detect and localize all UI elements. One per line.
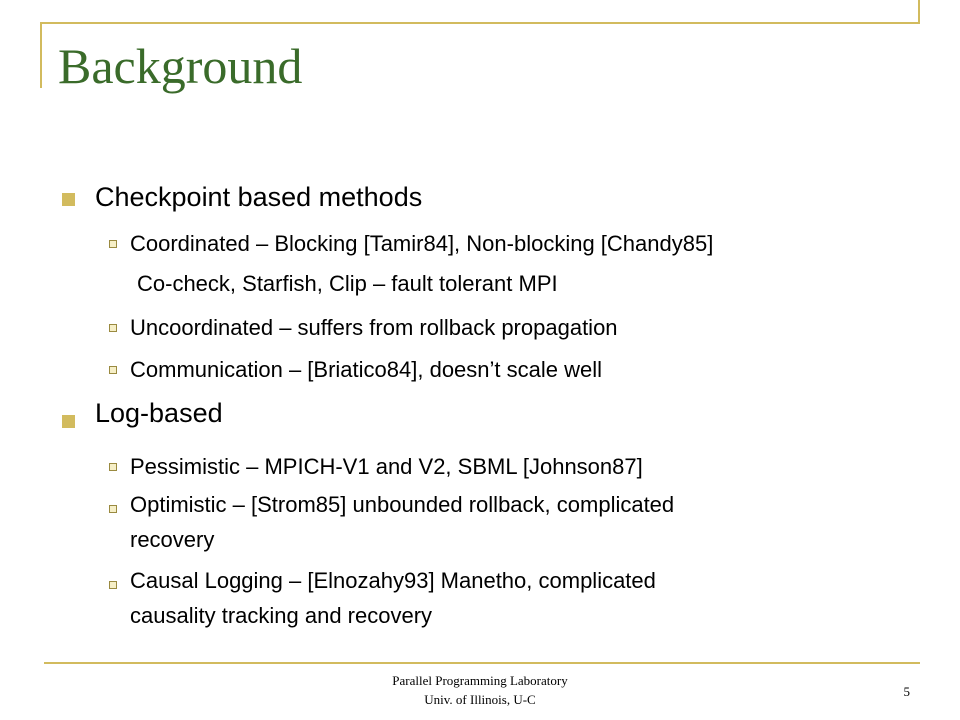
footer-lab-name: Parallel Programming Laboratory xyxy=(392,673,568,688)
square-bullet-icon xyxy=(62,415,75,428)
list-item-line-2: recovery xyxy=(130,527,215,552)
section-heading-checkpoint: Checkpoint based methods xyxy=(95,182,423,212)
slide-title: Background xyxy=(58,38,303,94)
list-item: Communication – [Briatico84], doesn’t scale well xyxy=(130,357,603,382)
hollow-square-bullet-icon xyxy=(109,240,117,248)
list-item: Uncoordinated – suffers from rollback propagation xyxy=(130,315,618,340)
page-number: 5 xyxy=(903,684,910,699)
hollow-square-bullet-icon xyxy=(109,366,117,374)
frame-top-rule xyxy=(40,22,920,24)
hollow-square-bullet-icon xyxy=(109,581,117,589)
list-item: Optimistic – [Strom85] unbounded rollback, complicated xyxy=(130,492,675,517)
footer-university: Univ. of Illinois, U-C xyxy=(424,692,536,707)
list-item-line-2: causality tracking and recovery xyxy=(130,603,433,628)
hollow-square-bullet-icon xyxy=(109,324,117,332)
list-item: Causal Logging – [Elnozahy93] Manetho, complicated xyxy=(130,568,656,593)
list-item-continuation: Co-check, Starfish, Clip – fault tolerant MPI xyxy=(137,271,558,296)
list-item: Coordinated – Blocking [Tamir84], Non-blocking [Chandy85] xyxy=(130,231,714,256)
section-heading-log-based: Log-based xyxy=(95,398,223,428)
frame-left-rule xyxy=(40,22,42,88)
hollow-square-bullet-icon xyxy=(109,463,117,471)
list-item: Pessimistic – MPICH-V1 and V2, SBML [Johnson87] xyxy=(130,454,643,479)
hollow-square-bullet-icon xyxy=(109,505,117,513)
square-bullet-icon xyxy=(62,193,75,206)
frame-right-rule xyxy=(918,0,920,24)
footer-rule xyxy=(44,662,920,664)
